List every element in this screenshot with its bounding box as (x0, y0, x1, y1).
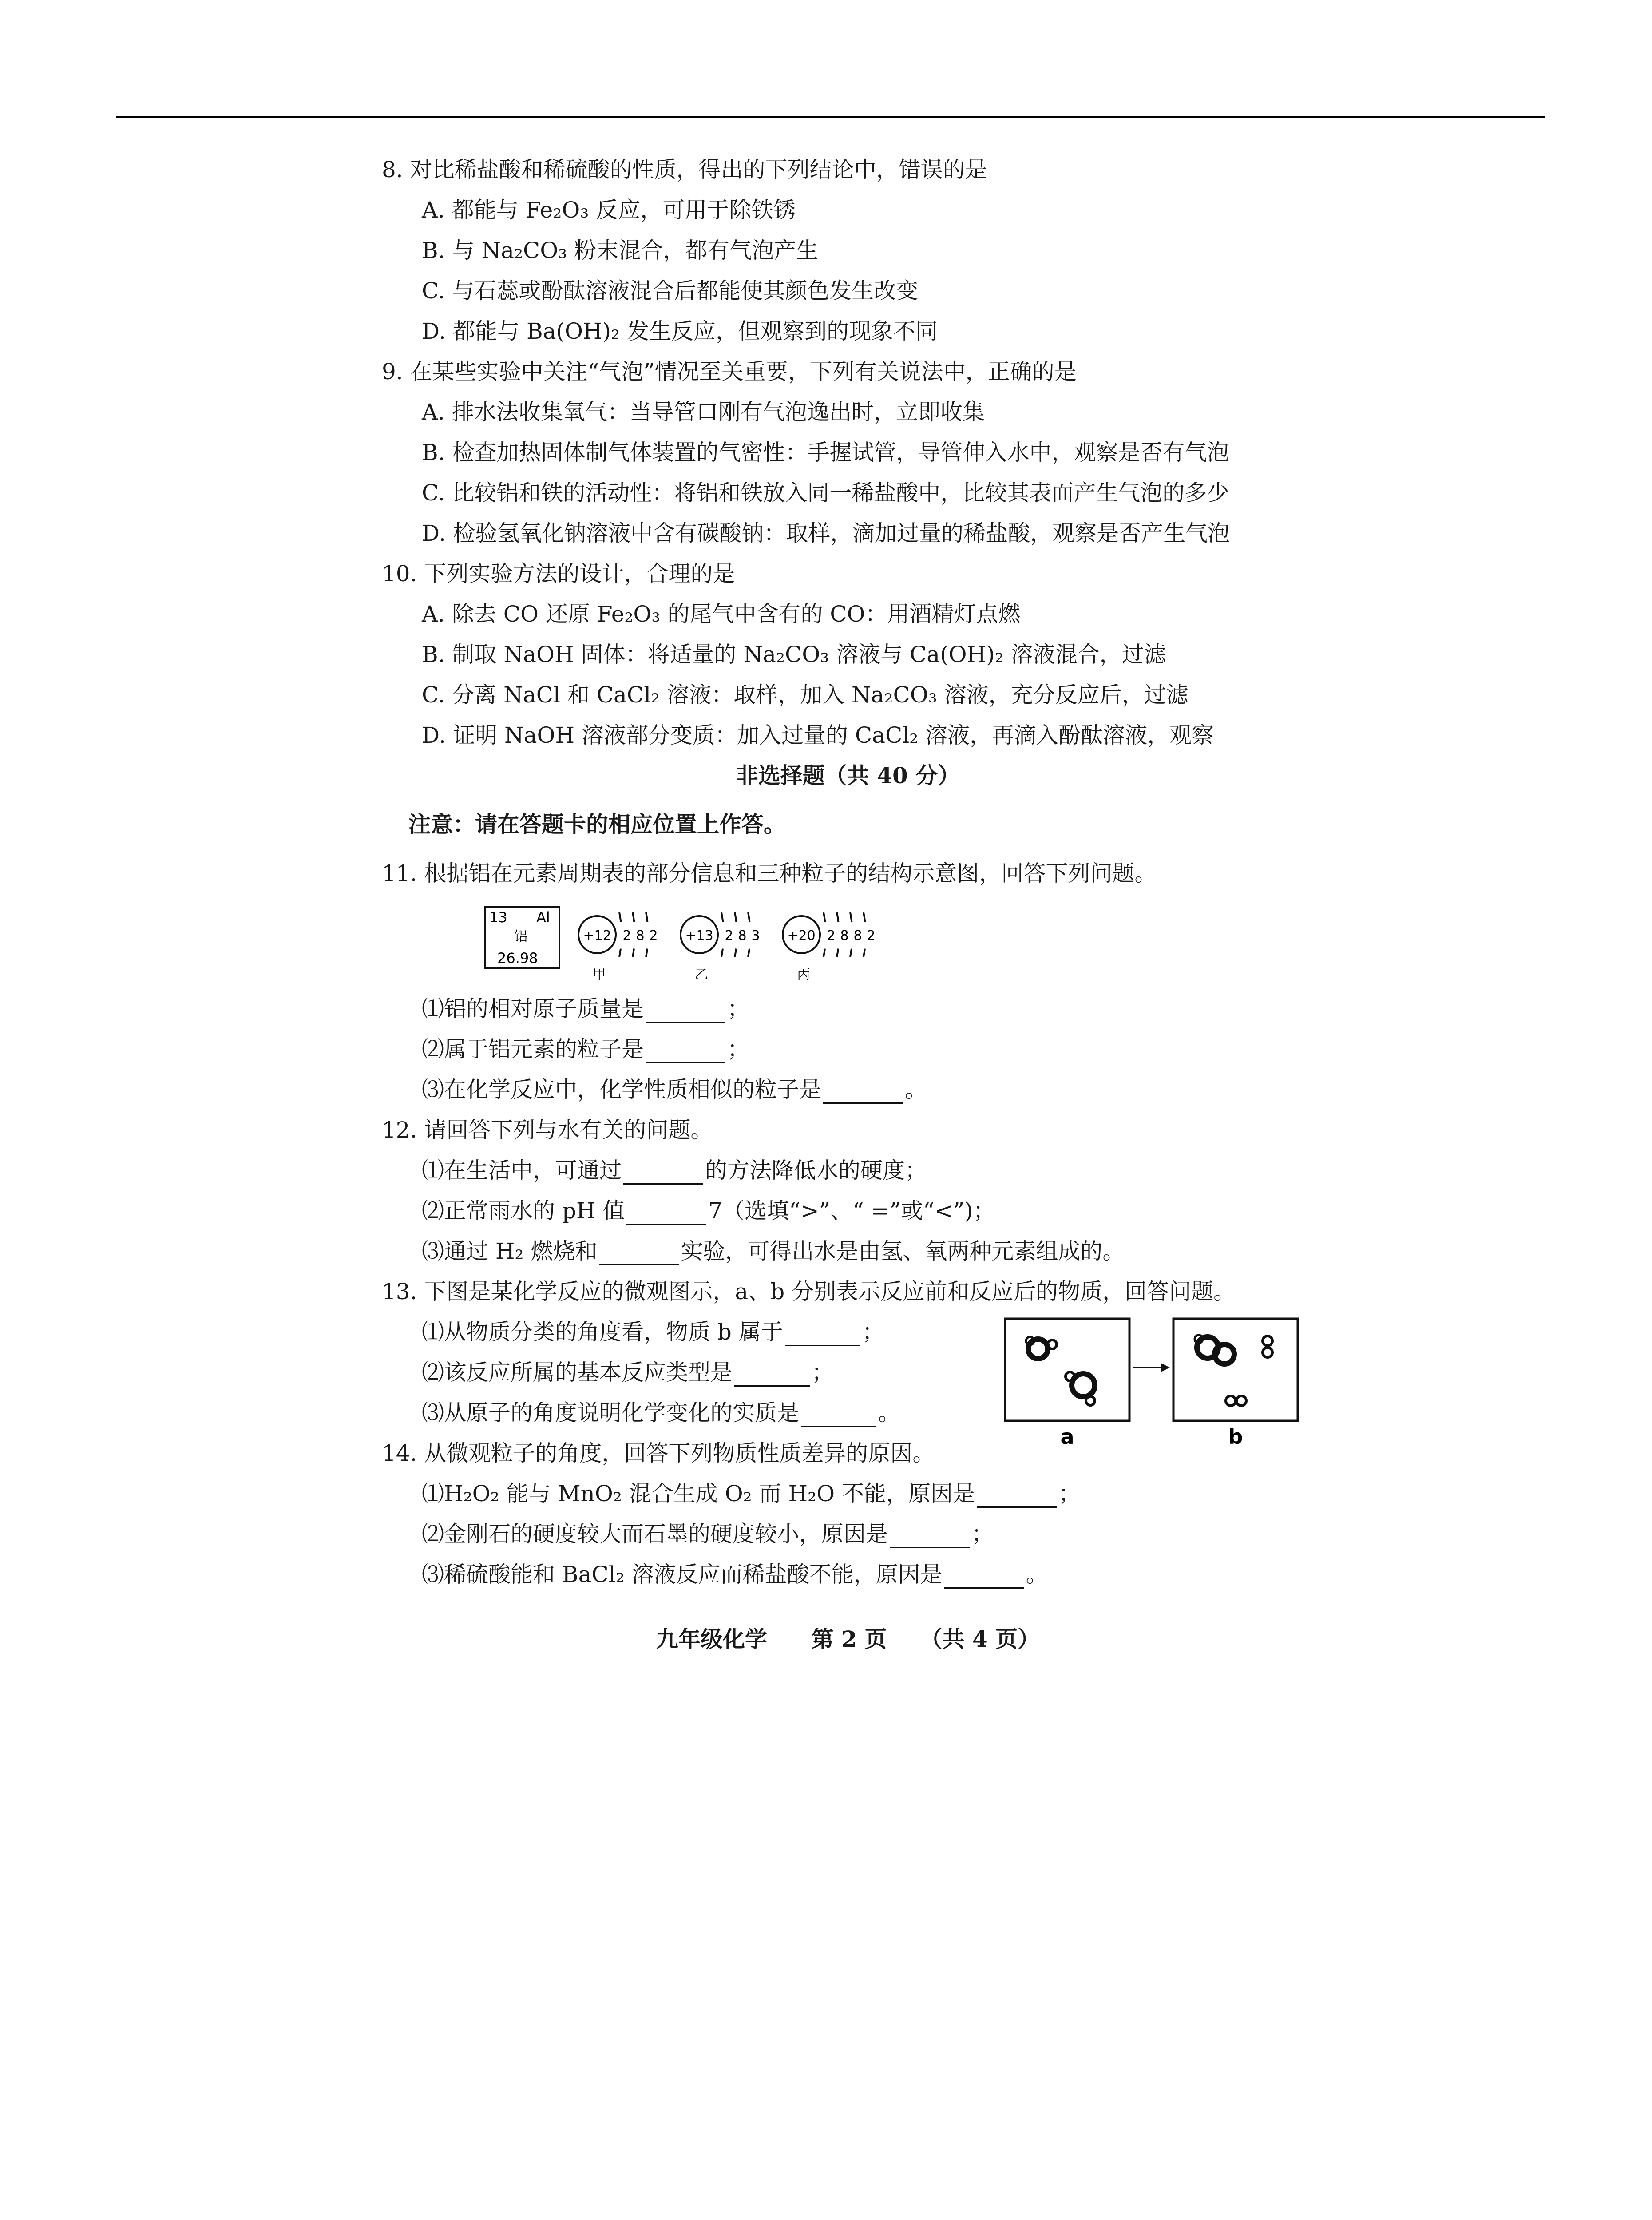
q8-option-a: A. 都能与 Fe₂O₃ 反应，可用于除铁锈 (422, 197, 796, 223)
q8-option-d: D. 都能与 Ba(OH)₂ 发生反应，但观察到的现象不同 (422, 318, 938, 344)
particle-yi-shell-1: 2 (725, 928, 733, 944)
particle-jia-shell-3: 2 (649, 928, 658, 944)
q13-part-2 (422, 1358, 834, 1387)
section-notice: 注意：请在答题卡的相应位置上作答。 (408, 811, 786, 837)
q14-part-3-text: ⑶稀硫酸能和 BaCl₂ 溶液反应而稀盐酸不能，原因是 (422, 1562, 943, 1587)
q9-stem: 9. 在某些实验中关注“气泡”情况至关重要，下列有关说法中，正确的是 (382, 359, 1077, 385)
q10-option-a: A. 除去 CO 还原 Fe₂O₃ 的尾气中含有的 CO：用酒精灯点燃 (422, 601, 1021, 627)
q8-option-c: C. 与石蕊或酚酞溶液混合后都能使其颜色发生改变 (422, 278, 919, 304)
q11-stem: 11. 根据铝在元素周期表的部分信息和三种粒子的结构示意图，回答下列问题。 (382, 860, 1157, 886)
q12-part-2-tail: 7（选填“>”、“ =”或“<”)； (708, 1198, 995, 1224)
particle-bing-shell-3: 8 (853, 928, 862, 944)
q12-answer-blank-3 (599, 1245, 679, 1265)
q14-answer-blank-1 (977, 1487, 1057, 1508)
particle-jia-nucleus: +12 (583, 928, 611, 944)
q12-part-2-text: ⑵正常雨水的 pH 值 (422, 1198, 625, 1224)
q14-part-1-end: ； (1058, 1481, 1081, 1506)
q11-part-2-end: ； (727, 1036, 749, 1062)
particle-jia-shell-1: 2 (622, 928, 631, 944)
q13-part-2-text: ⑵该反应所属的基本反应类型是 (422, 1360, 733, 1385)
q13-stem: 13. 下图是某化学反应的微观图示，a、b 分别表示反应前和反应后的物质，回答问题。 (382, 1279, 1236, 1304)
q12-part-3-text: ⑶通过 H₂ 燃烧和 (422, 1238, 598, 1264)
particle-jia-label: 甲 (593, 967, 606, 983)
reaction-arrow (1133, 1363, 1170, 1372)
tile-name: 铝 (514, 929, 527, 944)
q8-stem: 8. 对比稀盐酸和稀硫酸的性质，得出的下列结论中，错误的是 (382, 157, 987, 182)
q13-part-3 (422, 1399, 900, 1427)
q8-option-b: B. 与 Na₂CO₃ 粉末混合，都有气泡产生 (422, 238, 819, 263)
q9-option-c: C. 比较铝和铁的活动性：将铝和铁放入同一稀盐酸中，比较其表面产生气泡的多少 (422, 480, 1229, 506)
tile-mass: 26.98 (497, 950, 538, 967)
q11-answer-blank-1 (646, 1002, 725, 1023)
tile-number: 13 (489, 909, 507, 926)
particle-yi-shell-2: 8 (738, 928, 747, 944)
q10-stem: 10. 下列实验方法的设计，合理的是 (382, 561, 735, 587)
q11-answer-blank-3 (823, 1083, 903, 1104)
q13-part-1-text: ⑴从物质分类的角度看，物质 b 属于 (422, 1319, 783, 1345)
particle-jia (578, 912, 658, 983)
q11-part-3-end: 。 (905, 1077, 927, 1102)
atom-structure-figure (484, 899, 972, 983)
q11-part-3-text: ⑶在化学反应中，化学性质相似的粒子是 (422, 1077, 821, 1102)
q12-answer-blank-2 (626, 1204, 706, 1225)
particle-bing-shell-4: 2 (867, 928, 876, 944)
q13-part-1 (422, 1318, 884, 1346)
q12-part-2 (422, 1197, 995, 1225)
page-footer: 九年级化学 第 2 页 （共 4 页） (656, 1626, 1040, 1652)
periodic-table-tile (485, 907, 559, 968)
q10-option-b: B. 制取 NaOH 固体：将适量的 Na₂CO₃ 溶液与 Ca(OH)₂ 溶液混合，过滤 (422, 642, 1166, 667)
tile-symbol: Al (536, 909, 550, 926)
q13-answer-blank-3 (801, 1406, 876, 1427)
reaction-microscopic-diagram (1003, 1310, 1305, 1456)
q14-answer-blank-2 (890, 1527, 970, 1548)
q13-answer-blank-1 (785, 1325, 860, 1346)
particle-bing-shell-1: 2 (827, 928, 836, 944)
q11-part-2 (422, 1035, 749, 1063)
q14-part-3 (422, 1560, 1048, 1589)
label-b: b (1228, 1425, 1243, 1449)
q10-option-c: C. 分离 NaCl 和 CaCl₂ 溶液：取样，加入 Na₂CO₃ 溶液，充分反应后，过滤 (422, 682, 1188, 708)
particle-jia-shell-2: 8 (636, 928, 645, 944)
q11-part-3 (422, 1075, 927, 1104)
q11-part-2-text: ⑵属于铝元素的粒子是 (422, 1036, 644, 1062)
q14-part-2 (422, 1520, 994, 1548)
q9-option-a: A. 排水法收集氧气：当导管口刚有气泡逸出时，立即收集 (422, 399, 985, 425)
box-a (1005, 1319, 1129, 1421)
q9-option-d: D. 检验氢氧化钠溶液中含有碳酸钠：取样，滴加过量的稀盐酸，观察是否产生气泡 (422, 520, 1230, 546)
q14-part-2-end: ； (971, 1521, 994, 1547)
q11-part-1-end: ； (727, 996, 749, 1022)
q12-part-1 (422, 1156, 927, 1185)
q12-stem: 12. 请回答下列与水有关的问题。 (382, 1117, 713, 1143)
q13-answer-blank-2 (734, 1366, 810, 1387)
q12-part-1-text: ⑴在生活中，可通过 (422, 1158, 622, 1183)
q11-part-1-text: ⑴铝的相对原子质量是 (422, 996, 644, 1022)
q13-part-3-end: 。 (878, 1400, 900, 1426)
q12-part-3 (422, 1237, 1125, 1265)
q14-part-2-text: ⑵金刚石的硬度较大而石墨的硬度较小，原因是 (422, 1521, 888, 1547)
q13-part-2-end: ； (812, 1360, 834, 1385)
top-rule (116, 116, 1545, 118)
particle-yi-nucleus: +13 (685, 928, 713, 944)
section-title: 非选择题（共 40 分） (736, 762, 960, 789)
particle-yi (681, 912, 760, 983)
particle-yi-shell-3: 3 (751, 928, 760, 944)
q13-part-1-end: ； (862, 1319, 884, 1345)
q9-option-b: B. 检查加热固体制气体装置的气密性：手握试管，导管伸入水中，观察是否有气泡 (422, 440, 1229, 465)
q12-part-1-tail: 的方法降低水的硬度； (705, 1158, 927, 1183)
q14-part-1 (422, 1479, 1081, 1508)
particle-bing (783, 912, 876, 983)
q13-part-3-text: ⑶从原子的角度说明化学变化的实质是 (422, 1400, 799, 1426)
box-b (1173, 1319, 1298, 1421)
q12-part-3-tail: 实验，可得出水是由氢、氧两种元素组成的。 (681, 1238, 1125, 1264)
label-a: a (1060, 1425, 1074, 1449)
particle-yi-label: 乙 (695, 967, 708, 983)
q14-part-1-text: ⑴H₂O₂ 能与 MnO₂ 混合生成 O₂ 而 H₂O 不能，原因是 (422, 1481, 975, 1506)
particle-bing-nucleus: +20 (787, 928, 816, 944)
q11-answer-blank-2 (646, 1043, 725, 1063)
q14-answer-blank-3 (944, 1568, 1024, 1589)
q10-option-d: D. 证明 NaOH 溶液部分变质：加入过量的 CaCl₂ 溶液，再滴入酚酞溶液，观察 (422, 722, 1214, 748)
q14-part-3-end: 。 (1026, 1562, 1048, 1587)
particle-bing-shell-2: 8 (840, 928, 849, 944)
q11-part-1 (422, 995, 749, 1023)
particle-bing-label: 丙 (797, 967, 810, 983)
q12-answer-blank-1 (623, 1164, 703, 1185)
q14-stem: 14. 从微观粒子的角度，回答下列物质性质差异的原因。 (382, 1440, 935, 1466)
